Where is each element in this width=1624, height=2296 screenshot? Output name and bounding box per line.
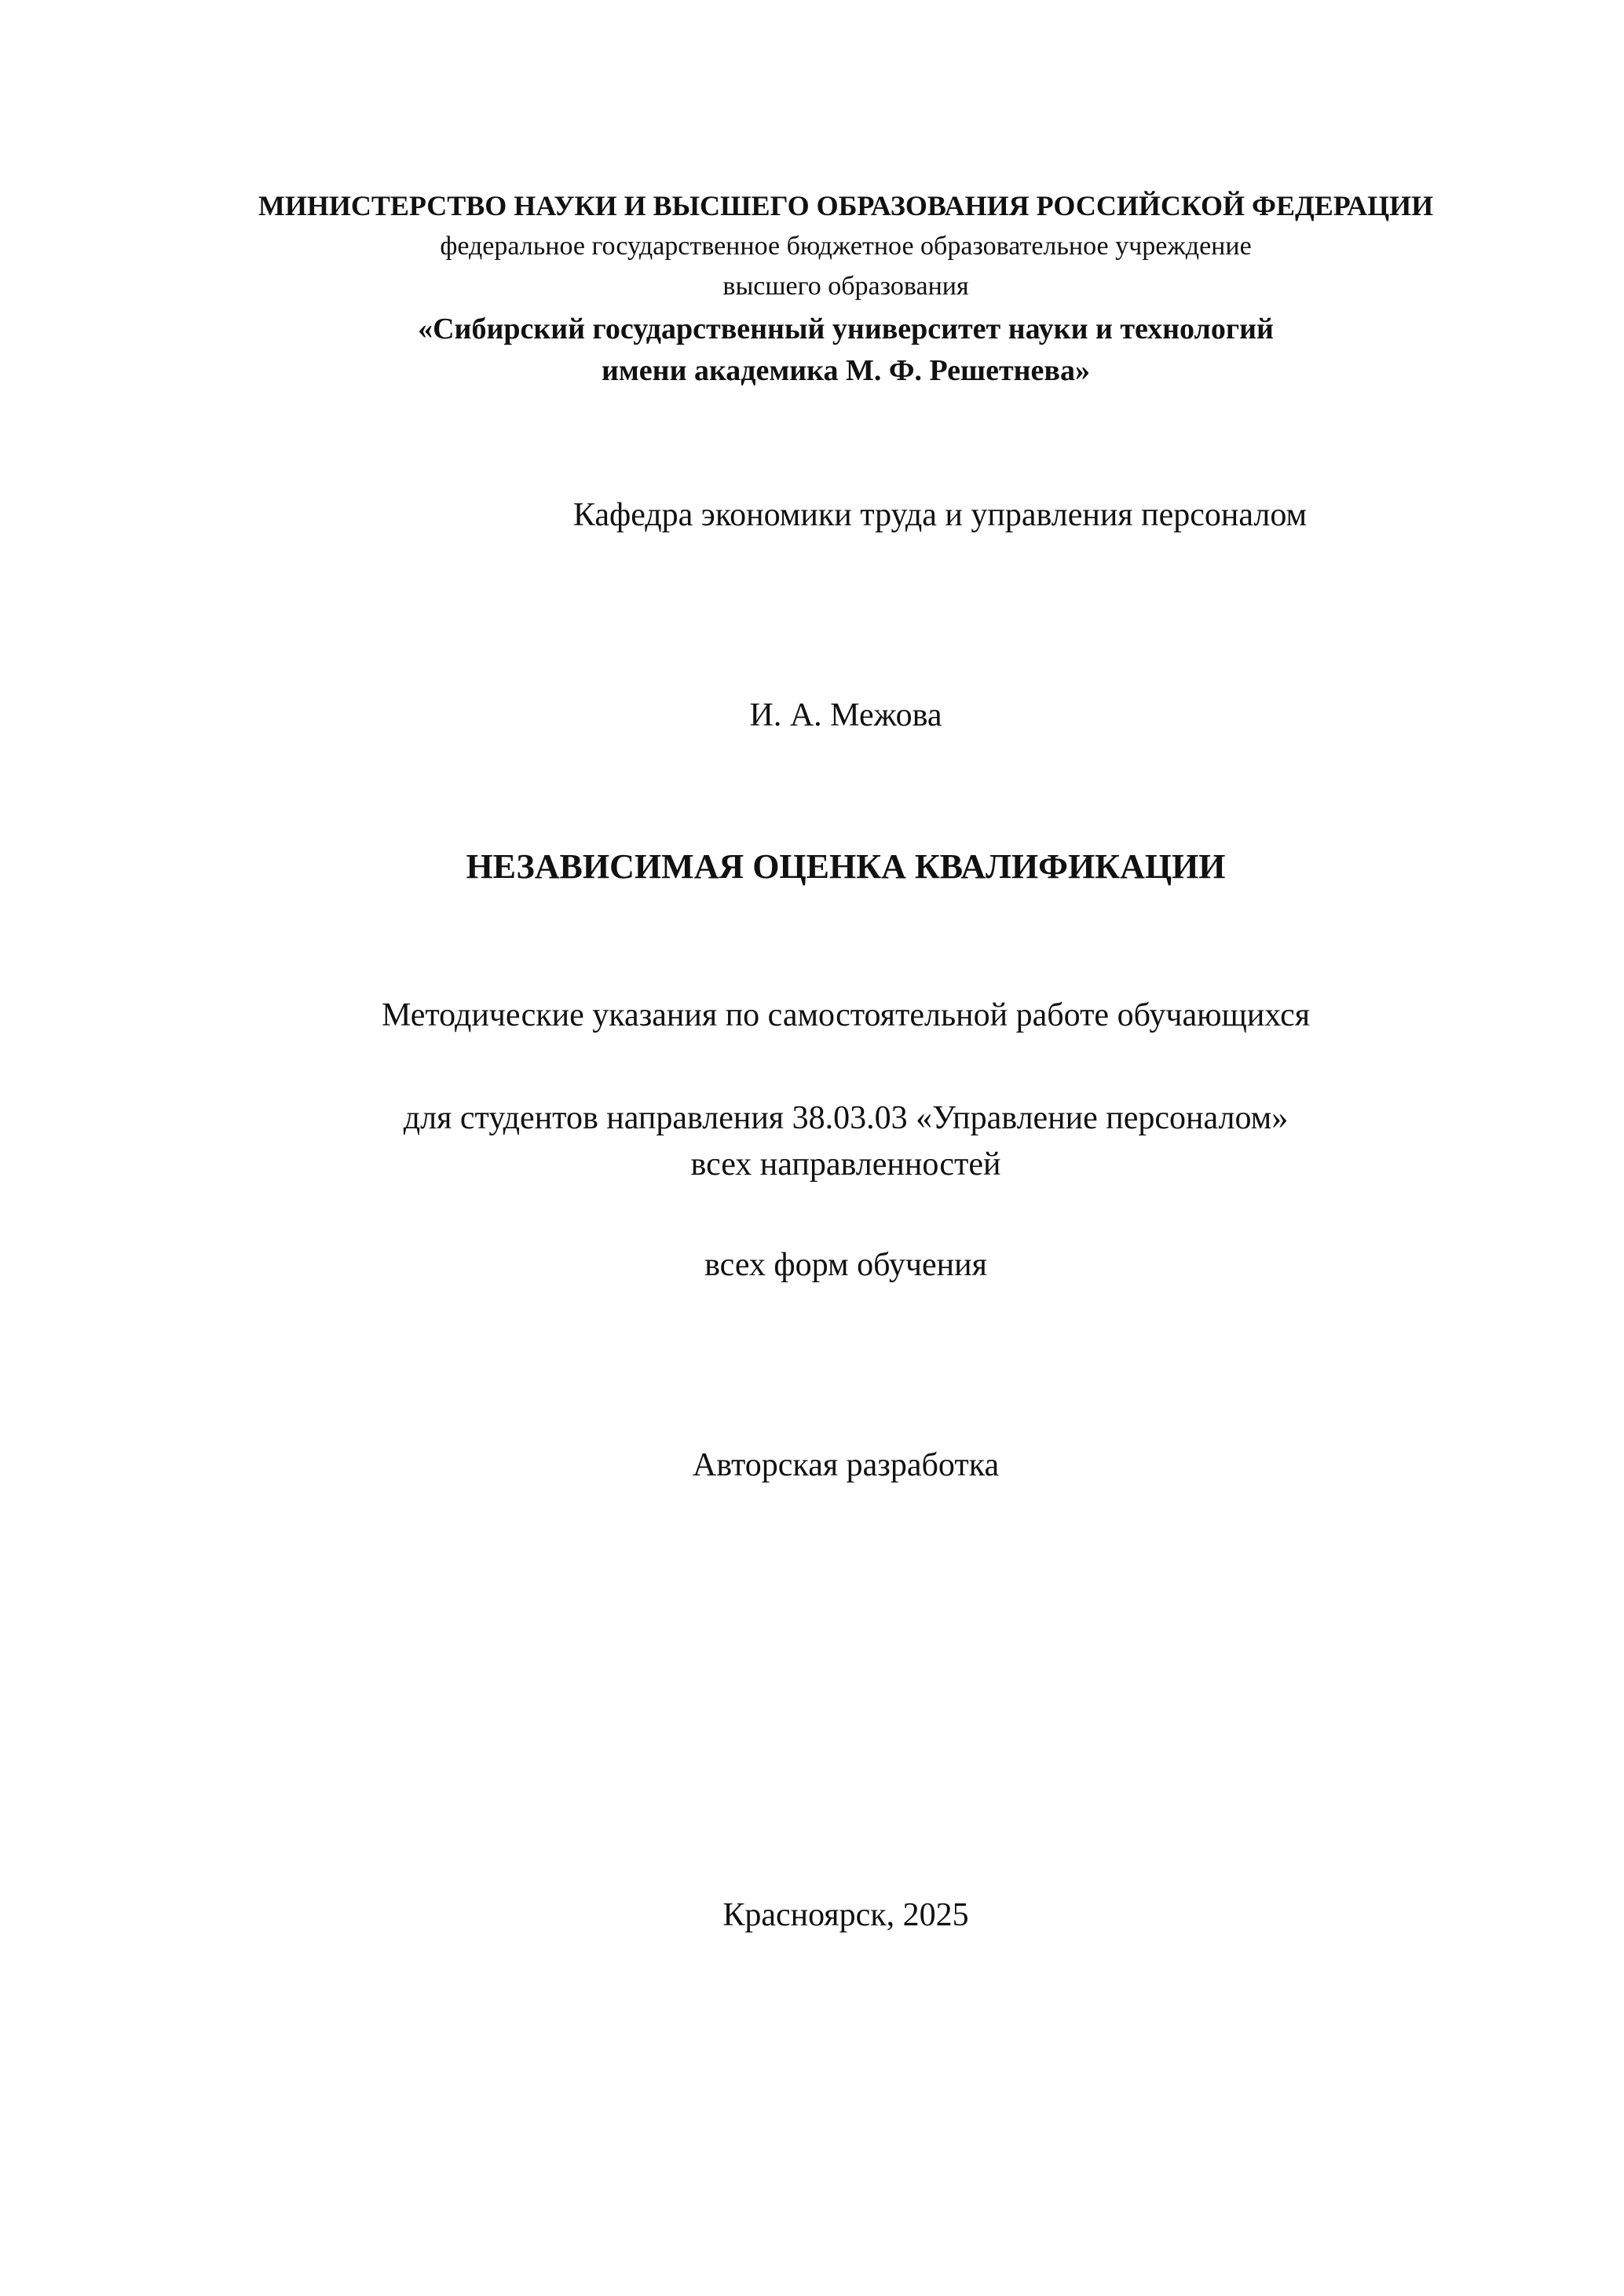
- document-title: НЕЗАВИСИМАЯ ОЦЕНКА КВАЛИФИКАЦИИ: [466, 847, 1226, 886]
- institution-type-line1: федеральное государственное бюджетное образовательное учреждение: [440, 232, 1252, 261]
- study-forms: всех форм обучения: [704, 1247, 987, 1283]
- city-year: Красноярск, 2025: [722, 1897, 969, 1933]
- author-name: И. А. Межова: [749, 697, 942, 733]
- institution-type-line2: высшего образования: [722, 272, 969, 301]
- document-subtitle: Методические указания по самостоятельной работе обучающихся: [381, 997, 1311, 1033]
- university-name-line1: «Сибирский государственный университет науки и технологий: [418, 313, 1274, 345]
- university-name-line2: имени академика М. Ф. Решетнева»: [602, 354, 1090, 387]
- authorship-note: Авторская разработка: [692, 1447, 1000, 1483]
- ministry-heading: МИНИСТЕРСТВО НАУКИ И ВЫСШЕГО ОБРАЗОВАНИЯ РОССИЙСКОЙ ФЕДЕРАЦИИ: [258, 190, 1434, 221]
- department-name: Кафедра экономики труда и управления персоналом: [572, 497, 1308, 533]
- audience-line1: для студентов направления 38.03.03 «Управление персоналом»: [403, 1100, 1289, 1136]
- audience-line2: всех направленностей: [690, 1146, 1001, 1183]
